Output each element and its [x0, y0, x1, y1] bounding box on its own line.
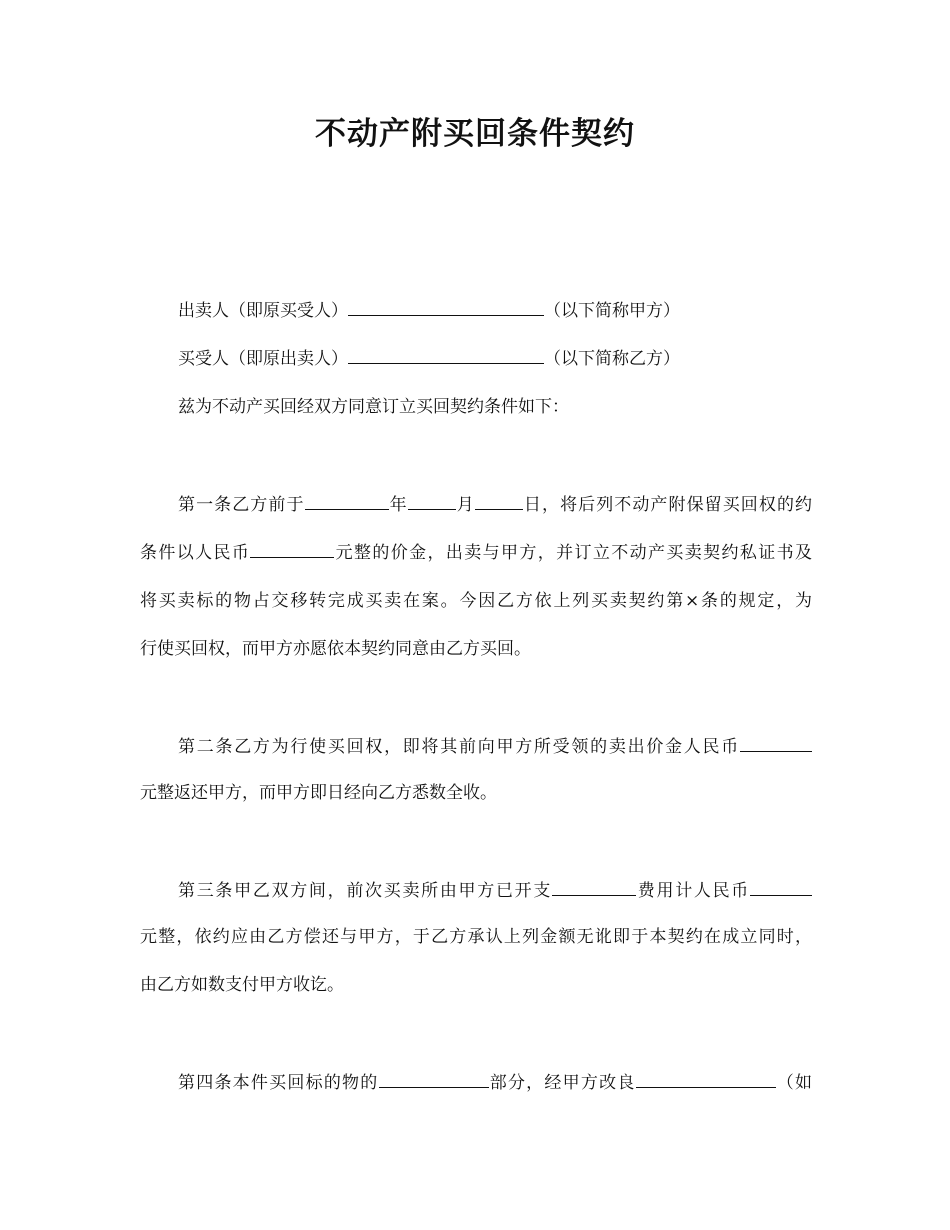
- article3-text-b: 费用计人民币: [636, 881, 751, 901]
- article2-line2: 元整返还甲方，而甲方即日经向乙方悉数全收。: [140, 783, 497, 803]
- article4-line1: [178, 1069, 812, 1095]
- article1-line2: [140, 539, 812, 565]
- article1-text-d: 日，将后列不动产附保留买回权的约: [522, 495, 813, 515]
- article1-text-e: 条件以人民币: [140, 543, 251, 563]
- document-title: 不动产附买回条件契约: [315, 116, 635, 152]
- article1-year-blank: [305, 491, 389, 510]
- article4-part-blank: [379, 1069, 489, 1088]
- article3-line2: 元整，依约应由乙方偿还与甲方，于乙方承认上列金额无讹即于本契约在成立同时，: [140, 927, 812, 947]
- article1-month-blank: [408, 491, 456, 510]
- article1-line3: 将买卖标的物占交移转完成买卖在案。今因乙方依上列买卖契约第×条的规定，为: [140, 591, 812, 611]
- article4-text-c: （如: [775, 1073, 813, 1093]
- intro-line: 兹为不动产买回经双方同意订立买回契约条件如下：: [178, 397, 569, 417]
- seller-name-blank: [348, 297, 544, 316]
- buyer-name-blank: [348, 345, 544, 364]
- buyer-label: 买受人（即原出卖人）: [178, 349, 348, 369]
- buyer-line: [178, 345, 812, 371]
- article1-text-a: 第一条乙方前于: [178, 495, 305, 515]
- article1-text-f: 元整的价金，出卖与甲方，并订立不动产买卖契约私证书及: [334, 543, 812, 563]
- article1-text-b: 年: [388, 495, 408, 515]
- article2-amount-blank: [740, 733, 812, 752]
- seller-suffix: （以下简称甲方）: [544, 301, 680, 321]
- article4-improvement-blank: [636, 1069, 776, 1088]
- article1-price-blank: [250, 539, 334, 558]
- buyer-suffix: （以下简称乙方）: [544, 349, 680, 369]
- article3-amount-blank: [750, 877, 812, 896]
- article1-text-c: 月: [455, 495, 475, 515]
- article1-line1: [178, 491, 812, 517]
- article1-line4: 行使买回权，而甲方亦愿依本契约同意由乙方买回。: [140, 639, 531, 659]
- seller-label: 出卖人（即原买受人）: [178, 301, 348, 321]
- article2-text-a: 第二条乙方为行使买回权，即将其前向甲方所受领的卖出价金人民币: [178, 737, 740, 757]
- article3-text-a: 第三条甲乙双方间，前次买卖所由甲方已开支: [178, 881, 553, 901]
- article1-day-blank: [475, 491, 523, 510]
- article3-expense-blank: [552, 877, 636, 896]
- article4-text-a: 第四条本件买回标的物的: [178, 1073, 379, 1093]
- article3-line1: [178, 877, 812, 903]
- article4-text-b: 部分，经甲方改良: [488, 1073, 636, 1093]
- seller-line: [178, 297, 812, 323]
- article2-line1: [178, 733, 812, 759]
- article3-line3: 由乙方如数支付甲方收讫。: [140, 975, 344, 995]
